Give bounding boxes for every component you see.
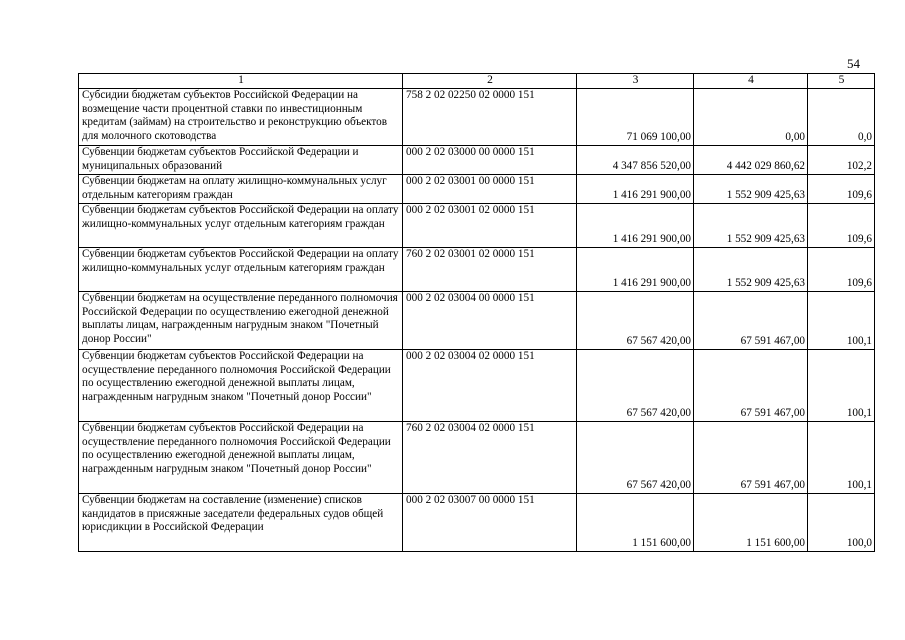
row-percent: 0,0 — [808, 89, 875, 146]
row-name: Субвенции бюджетам субъектов Российской Федерации на осуществление переданного полномочия Российской Федерации по осуществлению ежегодной денежной выплаты лицам, награжденным нагрудным знаком "Почетный донор России" — [79, 422, 403, 494]
row-planned: 67 567 420,00 — [577, 350, 694, 422]
row-planned: 1 416 291 900,00 — [577, 248, 694, 292]
table-row — [79, 422, 875, 494]
budget-table — [78, 73, 875, 552]
row-actual: 1 552 909 425,63 — [694, 204, 808, 248]
row-percent: 100,1 — [808, 292, 875, 350]
row-planned: 71 069 100,00 — [577, 89, 694, 146]
row-percent: 100,1 — [808, 422, 875, 494]
row-percent: 109,6 — [808, 204, 875, 248]
row-actual: 4 442 029 860,62 — [694, 146, 808, 175]
row-code: 000 2 02 03000 00 0000 151 — [403, 146, 577, 175]
table-row — [79, 248, 875, 292]
row-name: Субвенции бюджетам субъектов Российской Федерации и муниципальных образований — [79, 146, 403, 175]
row-code: 000 2 02 03001 00 0000 151 — [403, 175, 577, 204]
page-number: 54 — [847, 56, 860, 71]
row-percent: 100,0 — [808, 494, 875, 552]
row-code: 758 2 02 02250 02 0000 151 — [403, 89, 577, 146]
row-planned: 1 416 291 900,00 — [577, 204, 694, 248]
row-name: Субвенции бюджетам на составление (изменение) списков кандидатов в присяжные заседатели федеральных судов общей юрисдикции в Российской Федерации — [79, 494, 403, 552]
table-row — [79, 204, 875, 248]
row-actual: 67 591 467,00 — [694, 292, 808, 350]
row-actual: 67 591 467,00 — [694, 350, 808, 422]
row-code: 000 2 02 03007 00 0000 151 — [403, 494, 577, 552]
row-name: Субвенции бюджетам субъектов Российской Федерации на оплату жилищно-коммунальных услуг отдельным категориям граждан — [79, 248, 403, 292]
column-header: 1 — [79, 74, 403, 89]
row-percent: 109,6 — [808, 248, 875, 292]
column-header: 2 — [403, 74, 577, 89]
table-row — [79, 292, 875, 350]
row-actual: 1 151 600,00 — [694, 494, 808, 552]
row-code: 760 2 02 03001 02 0000 151 — [403, 248, 577, 292]
table-row — [79, 494, 875, 552]
row-percent: 102,2 — [808, 146, 875, 175]
row-code: 000 2 02 03004 02 0000 151 — [403, 350, 577, 422]
row-name: Субвенции бюджетам субъектов Российской Федерации на осуществление переданного полномочия Российской Федерации по осуществлению ежегодной денежной выплаты лицам, награжденным нагрудным знаком "Почетный донор России" — [79, 350, 403, 422]
row-planned: 1 416 291 900,00 — [577, 175, 694, 204]
table-row — [79, 89, 875, 146]
row-name: Субвенции бюджетам на оплату жилищно-коммунальных услуг отдельным категориям граждан — [79, 175, 403, 204]
table-row — [79, 146, 875, 175]
row-code: 000 2 02 03001 02 0000 151 — [403, 204, 577, 248]
row-actual: 67 591 467,00 — [694, 422, 808, 494]
row-code: 000 2 02 03004 00 0000 151 — [403, 292, 577, 350]
row-planned: 4 347 856 520,00 — [577, 146, 694, 175]
table-row — [79, 175, 875, 204]
table-header-row — [79, 74, 875, 89]
row-percent: 109,6 — [808, 175, 875, 204]
row-name: Субвенции бюджетам субъектов Российской Федерации на оплату жилищно-коммунальных услуг отдельным категориям граждан — [79, 204, 403, 248]
row-planned: 67 567 420,00 — [577, 422, 694, 494]
row-name: Субсидии бюджетам субъектов Российской Федерации на возмещение части процентной ставки по инвестиционным кредитам (займам) на строительство и реконструкцию объектов для молочного скотоводства — [79, 89, 403, 146]
row-name: Субвенции бюджетам на осуществление переданного полномочия Российской Федерации по осуществлению ежегодной денежной выплаты лицам, награжденным нагрудным знаком "Почетный донор России" — [79, 292, 403, 350]
row-planned: 1 151 600,00 — [577, 494, 694, 552]
row-planned: 67 567 420,00 — [577, 292, 694, 350]
column-header: 5 — [808, 74, 875, 89]
row-actual: 1 552 909 425,63 — [694, 175, 808, 204]
column-header: 4 — [694, 74, 808, 89]
column-header: 3 — [577, 74, 694, 89]
row-actual: 1 552 909 425,63 — [694, 248, 808, 292]
table-row — [79, 350, 875, 422]
row-code: 760 2 02 03004 02 0000 151 — [403, 422, 577, 494]
row-actual: 0,00 — [694, 89, 808, 146]
row-percent: 100,1 — [808, 350, 875, 422]
